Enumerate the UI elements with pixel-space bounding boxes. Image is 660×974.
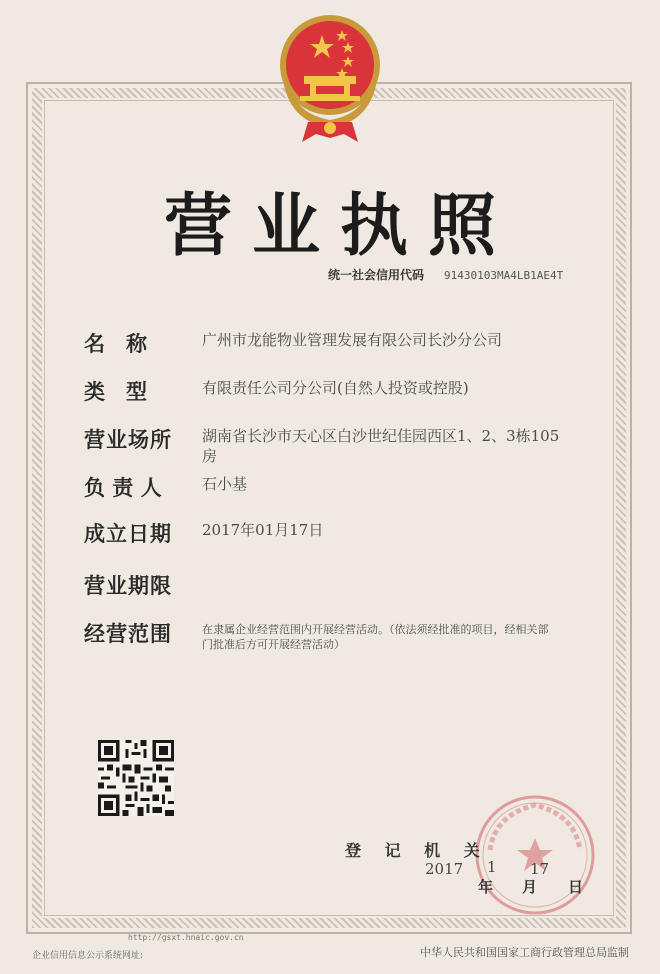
reg-year-value: 2017 bbox=[425, 860, 464, 878]
field-label-term: 营业期限 bbox=[84, 574, 172, 598]
field-label-type: 类 型 bbox=[84, 380, 147, 404]
national-emblem-icon bbox=[272, 10, 388, 145]
field-value-type: 有限责任公司分公司(自然人投资或控股) bbox=[202, 379, 469, 397]
reg-year-char: 年 bbox=[478, 878, 494, 896]
license-title: 营业执照 bbox=[163, 187, 516, 266]
footer-url[interactable]: http://gsxt.hnaic.gov.cn bbox=[128, 933, 244, 942]
reg-month-value: 1 bbox=[487, 858, 497, 876]
field-value-scope: 在隶属企业经营范围内开展经营活动。（依法须经批准的项目，经相关部门批准后方可开展经营活动） bbox=[202, 623, 549, 651]
field-label-established: 成立日期 bbox=[84, 522, 172, 546]
field-label-scope: 经营范围 bbox=[84, 622, 172, 646]
footer-system-label: 企业信用信息公示系统网址: bbox=[32, 951, 144, 961]
field-value-name: 广州市龙能物业管理发展有限公司长沙分公司 bbox=[202, 331, 503, 349]
field-label-name: 名 称 bbox=[84, 332, 147, 356]
credit-code-line bbox=[328, 266, 563, 283]
reg-month-char: 月 bbox=[522, 878, 538, 896]
field-value-person: 石小基 bbox=[202, 475, 248, 493]
reg-day-char: 日 bbox=[568, 878, 584, 896]
field-label-person: 负 责 人 bbox=[84, 476, 162, 500]
registration-seal-icon bbox=[470, 790, 600, 920]
credit-code-value: 91430103MA4LB1AE4T bbox=[444, 269, 564, 282]
credit-code-label: 统一社会信用代码 bbox=[328, 268, 425, 282]
field-value-address: 湖南省长沙市天心区白沙世纪佳园西区1、2、3栋105房 bbox=[202, 427, 560, 465]
reg-day-value: 17 bbox=[530, 860, 550, 878]
field-value-established: 2017年01月17日 bbox=[202, 521, 324, 539]
field-label-address: 营业场所 bbox=[84, 428, 172, 452]
registration-authority-label: 登 记 机 关 bbox=[345, 841, 489, 860]
qr-code-icon[interactable] bbox=[98, 740, 174, 816]
footer-issuer: 中华人民共和国国家工商行政管理总局监制 bbox=[420, 946, 629, 959]
